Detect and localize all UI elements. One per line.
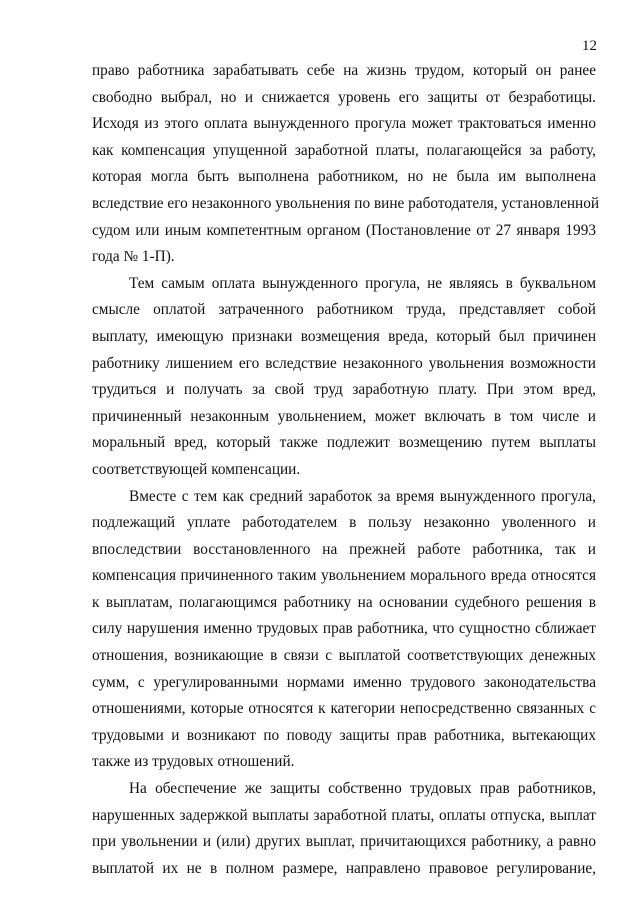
text-line: выплатой их не в полном размере, направлено правовое регулирование, xyxy=(92,859,596,877)
paragraph xyxy=(92,58,600,271)
text-line: подлежащий уплате работодателем в пользу незаконно уволенного и xyxy=(92,514,596,532)
text-line: сумм, с урегулированными нормами именно трудового законодательства xyxy=(92,673,596,691)
text-line: вследствие его незаконного увольнения по вине работодателя, установленной xyxy=(92,194,600,212)
text-line: причиненный незаконным увольнением, может включать в том числе и xyxy=(92,407,596,425)
document-body xyxy=(92,58,600,882)
text-line: компенсация причиненного таким увольнением морального вреда относятся xyxy=(92,567,596,585)
text-line: как компенсация упущенной заработной платы, полагающейся за работу, xyxy=(92,141,596,159)
text-line: смысле оплатой затраченного работником труда, представляет собой xyxy=(92,301,596,319)
text-line: На обеспечение же защиты собственно трудовых прав работников, xyxy=(129,780,596,798)
text-line: нарушенных задержкой выплаты заработной платы, оплаты отпуска, выплат xyxy=(92,806,596,824)
page-number: 12 xyxy=(582,38,597,54)
text-line: отношения, возникающие в связи с выплатой соответствующих денежных xyxy=(92,647,596,665)
text-line: отношениями, которые относятся к категории непосредственно связанных с xyxy=(92,700,596,718)
text-line: трудовыми и возникают по поводу защиты прав работника, вытекающих xyxy=(92,726,596,744)
text-line: право работника зарабатывать себе на жизнь трудом, который он ранее xyxy=(92,62,596,79)
paragraph xyxy=(92,271,596,484)
text-line: соответствующей компенсации. xyxy=(92,460,301,478)
text-line: которая могла быть выполнена работником, но не была им выполнена xyxy=(92,168,596,186)
text-line: работнику лишением его вследствие незаконного увольнения возможности xyxy=(92,354,596,372)
text-line: к выплатам, полагающимся работнику на основании судебного решения в xyxy=(92,593,596,611)
text-line: впоследствии восстановленного на прежней работе работника, так и xyxy=(92,540,596,558)
text-line: свободно выбрал, но и снижается уровень его защиты от безработицы. xyxy=(92,88,596,106)
text-line: Вместе с тем как средний заработок за время вынужденного прогула, xyxy=(129,487,596,505)
text-line: Тем самым оплата вынужденного прогула, не являясь в буквальном xyxy=(129,274,596,292)
text-line: также из трудовых отношений. xyxy=(92,753,295,771)
text-line: трудиться и получать за свой труд заработную плату. При этом вред, xyxy=(92,381,596,399)
text-line: судом или иным компетентным органом (Постановление от 27 января 1993 xyxy=(92,221,596,239)
text-line: моральный вред, который также подлежит возмещению путем выплаты xyxy=(92,434,596,452)
text-line: выплату, имеющую признаки возмещения вреда, который был причинен xyxy=(92,327,596,345)
text-line: года № 1-П). xyxy=(92,248,175,266)
text-line: при увольнении и (или) других выплат, причитающихся работнику, а равно xyxy=(92,833,596,851)
text-line: Исходя из этого оплата вынужденного прогула может трактоваться именно xyxy=(92,115,596,133)
paragraph xyxy=(92,776,596,882)
paragraph xyxy=(92,484,596,777)
text-line: силу нарушения именно трудовых прав работника, что сущностно сближает xyxy=(92,620,596,638)
